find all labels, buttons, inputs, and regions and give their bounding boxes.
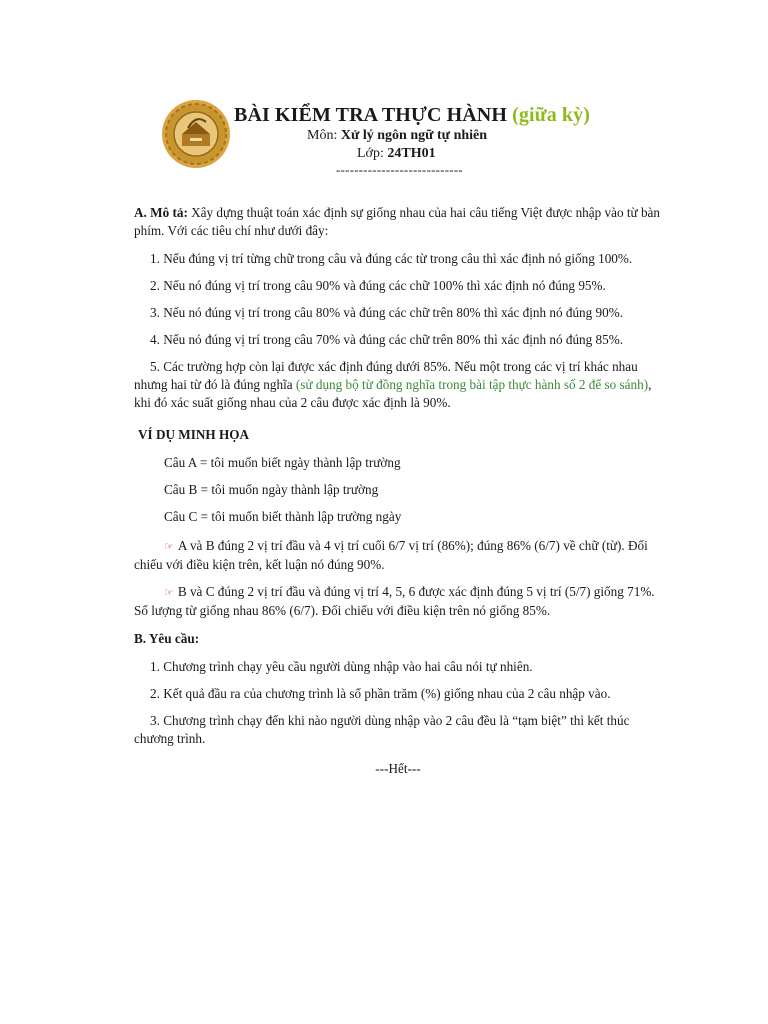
pointing-hand-icon: ☞	[164, 587, 174, 599]
example-sentence-b: Câu B = tôi muốn ngày thành lập trường	[164, 482, 379, 497]
requirement-1: 1. Chương trình chạy yêu cầu người dùng nhập vào hai câu nói tự nhiên.	[150, 659, 533, 674]
class-label: Lớp:	[357, 146, 384, 161]
document-body	[134, 204, 662, 778]
title-main: BÀI KIỂM TRA THỰC HÀNH	[234, 104, 507, 126]
header	[160, 98, 590, 178]
subject-label: Môn:	[307, 128, 338, 143]
section-a-label: A. Mô tả:	[134, 205, 188, 220]
example-note-2-text: B và C đúng 2 vị trí đầu và đúng vị trí 4, 5, 6 được xác định đúng 5 vị trí (5/7) giống 71%. Số lượng từ giống nhau 86% (6/7). Đối chiếu với điều kiện trên nó giống 85%.	[134, 584, 655, 618]
criterion-5-text: 5. Các trường hợp còn lại được xác định đúng dưới 85%. Nếu một trong các vị trí khác nhau nhưng hai từ đó là đúng nghĩa	[134, 359, 638, 392]
page-title	[234, 104, 590, 127]
criterion-5	[134, 358, 662, 412]
section-a-intro-text: Xây dựng thuật toán xác định sự giống nhau của hai câu tiếng Việt được nhập vào từ bàn phím. Với các tiêu chí như dưới đây:	[134, 205, 661, 238]
criterion-5-tail: , khi đó xác suất giống nhau của 2 câu được xác định là 90%.	[134, 377, 652, 410]
requirement-3: 3. Chương trình chạy đến khi nào người dùng nhập vào 2 câu đều là “tạm biệt” thì kết thúc chương trình.	[134, 713, 630, 746]
example-heading: VÍ DỤ MINH HỌA	[138, 427, 249, 442]
university-seal-logo	[160, 98, 232, 170]
example-sentence-a: Câu A = tôi muốn biết ngày thành lập trường	[164, 455, 401, 470]
example-note-1	[134, 537, 662, 574]
criterion-1: 1. Nếu đúng vị trí từng chữ trong câu và đúng các từ trong câu thì xác định nó giống 100%.	[150, 251, 633, 266]
subject-line	[307, 128, 487, 144]
class-value: 24TH01	[387, 146, 436, 161]
criterion-5-synonym-note: (sử dụng bộ từ đồng nghĩa trong bài tập thực hành số 2 để so sánh)	[295, 377, 649, 392]
requirement-2: 2. Kết quả đầu ra của chương trình là số phần trăm (%) giống nhau của 2 câu nhập vào.	[150, 686, 611, 701]
example-sentence-c: Câu C = tôi muốn biết thành lập trường ngày	[164, 509, 402, 524]
section-b-label: B. Yêu cầu:	[134, 631, 200, 646]
pointing-hand-icon: ☞	[164, 541, 174, 553]
section-a-intro	[134, 204, 662, 240]
subject-value: Xử lý ngôn ngữ tự nhiên	[340, 128, 488, 143]
example-note-2	[134, 583, 662, 620]
criterion-2: 2. Nếu nó đúng vị trí trong câu 90% và đúng các chữ 100% thì xác định nó đúng 95%.	[150, 278, 606, 293]
header-divider: ----------------------------	[336, 162, 463, 177]
criterion-4: 4. Nếu nó đúng vị trí trong câu 70% và đúng các chữ trên 80% thì xác định nó đúng 85%.	[150, 332, 623, 347]
class-line	[357, 146, 436, 162]
criterion-3: 3. Nếu nó đúng vị trí trong câu 80% và đúng các chữ trên 80% thì xác định nó đúng 90%.	[150, 305, 623, 320]
end-marker: ---Hết---	[375, 761, 421, 776]
example-note-1-text: A và B đúng 2 vị trí đầu và 4 vị trí cuối 6/7 vị trí (86%); đúng 86% (6/7) về chữ (từ). Đối chiếu với điều kiện trên, kết luận nó đúng 90%.	[134, 538, 648, 572]
title-midterm-tag: (giữa kỳ)	[512, 104, 590, 126]
